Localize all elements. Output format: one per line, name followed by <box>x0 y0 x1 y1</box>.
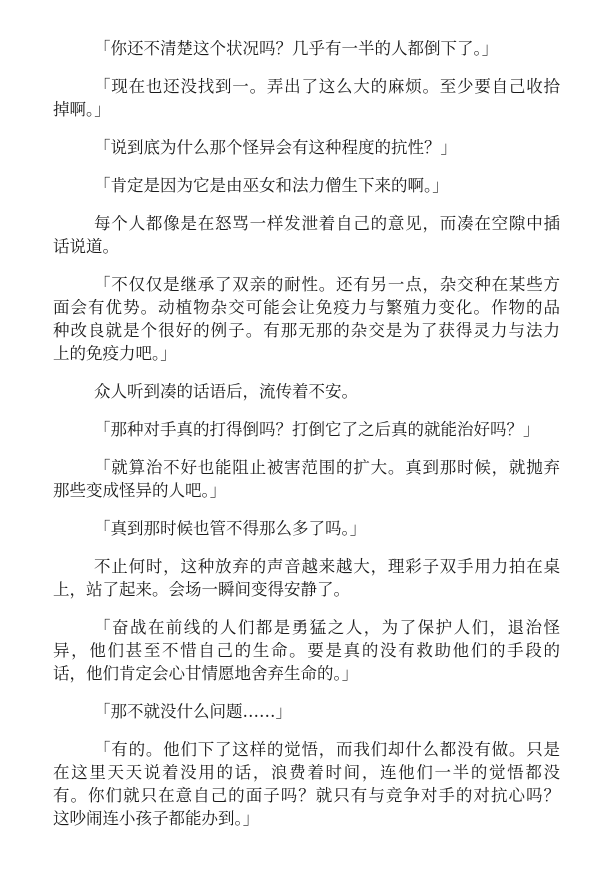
paragraph <box>53 212 560 258</box>
text-line: 众人听到凑的话语后，流传着不安。 <box>94 382 358 401</box>
text-line: 「真到那时候也管不得那么多了吗。」 <box>94 519 367 538</box>
text-line: 那些变成怪异的人吧。」 <box>53 481 227 500</box>
paragraph <box>53 616 560 685</box>
paragraph <box>53 555 560 601</box>
text-line: 在这里天天说着没用的话，浪费着时间，连他们一半的觉悟都没 <box>53 763 560 782</box>
paragraph <box>53 738 560 830</box>
paragraph <box>53 174 560 197</box>
body-text <box>53 37 560 845</box>
paragraph <box>53 37 560 60</box>
text-line: 「那种对手真的打得倒吗？打倒它了之后真的就能治好吗？」 <box>94 420 540 439</box>
text-line: 话，他们肯定会心甘情愿地舍弃生命的。」 <box>53 664 359 683</box>
paragraph <box>53 700 560 723</box>
paragraph <box>53 517 560 540</box>
text-line: 「那不就没什么问题……」 <box>94 702 292 721</box>
text-line: 异，他们甚至不惜自己的生命。要是真的没有救助他们的手段的 <box>53 641 560 660</box>
text-line: 不止何时，这种放弃的声音越来越大，理彩子双手用力拍在桌 <box>94 557 560 576</box>
text-line: 「现在也还没找到一。弄出了这么大的麻烦。至少要自己收拾 <box>94 77 560 96</box>
text-line: 「肯定是因为它是由巫女和法力僧生下来的啊。」 <box>94 176 449 195</box>
paragraph <box>53 273 560 365</box>
paragraph <box>53 456 560 502</box>
text-line: 话说道。 <box>53 237 119 256</box>
text-line: 「奋战在前线的人们都是勇猛之人，为了保护人们，退治怪 <box>94 618 560 637</box>
text-line: 上，站了起来。会场一瞬间变得安静了。 <box>53 580 350 599</box>
text-line: 上的免疫力吧。」 <box>53 344 177 363</box>
paragraph <box>53 136 560 159</box>
text-line: 「说到底为什么那个怪异会有这种程度的抗性？」 <box>94 138 457 157</box>
paragraph <box>53 418 560 441</box>
text-line: 每个人都像是在怒骂一样发泄着自己的意见，而凑在空隙中插 <box>94 214 560 233</box>
text-line: 这吵闹连小孩子都能办到。」 <box>53 809 260 828</box>
text-line: 「就算治不好也能阻止被害范围的扩大。真到那时候，就抛弃 <box>94 458 560 477</box>
text-line: 有。你们就只在意自己的面子吗？就只有与竞争对手的对抗心吗？ <box>53 786 560 805</box>
text-line: 种改良就是个很好的例子。有那无那的杂交是为了获得灵力与法力 <box>53 321 560 340</box>
text-line: 掉啊。」 <box>53 100 111 119</box>
text-line: 「你还不清楚这个状况吗？几乎有一半的人都倒下了。」 <box>94 39 499 58</box>
text-line: 「有的。他们下了这样的觉悟，而我们却什么都没有做。只是 <box>94 740 560 759</box>
text-line: 面会有优势。动植物杂交可能会让免疫力与繁殖力变化。作物的品 <box>53 298 560 317</box>
text-line: 「不仅仅是继承了双亲的耐性。还有另一点，杂交种在某些方 <box>94 275 560 294</box>
paragraph <box>53 75 560 121</box>
paragraph <box>53 380 560 403</box>
